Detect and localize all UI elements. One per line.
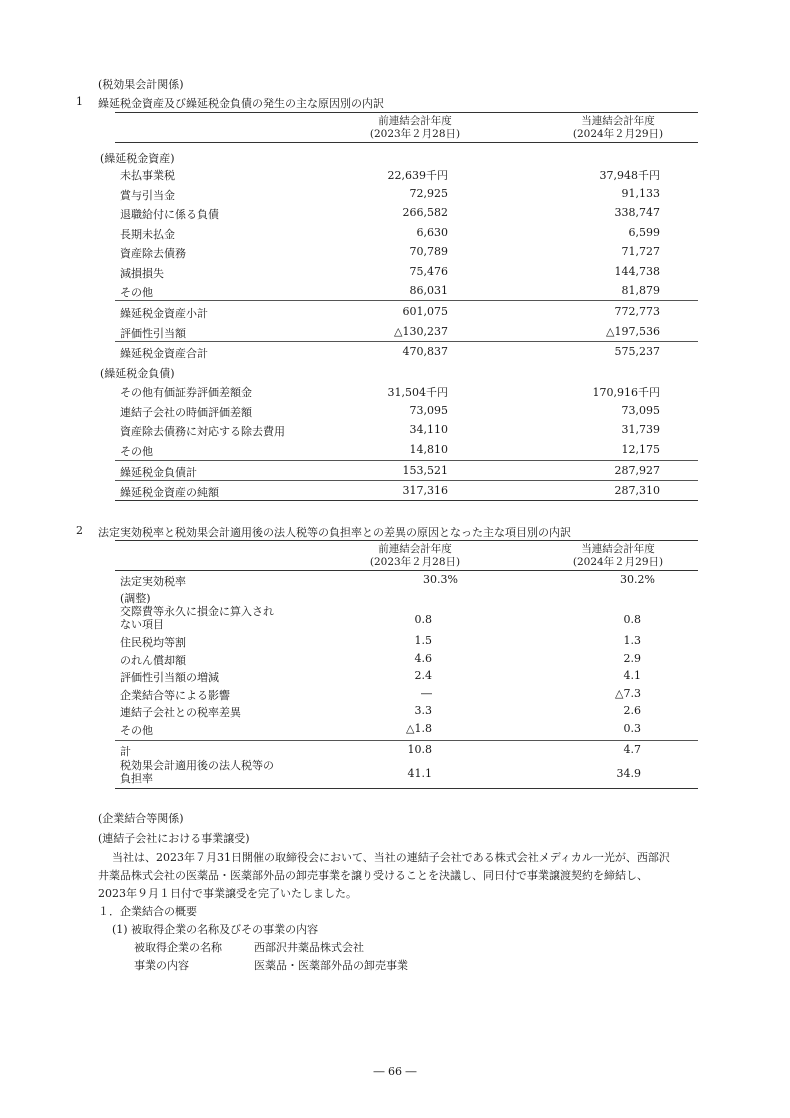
tax-effect-section-title: (税効果会計関係) [98, 78, 184, 91]
table1-allowance-cur: △197,536 [606, 325, 660, 338]
table1-subtotal-cur: 772,773 [614, 305, 660, 318]
table1-liab-row-label: 資産除去債務に対応する除去費用 [120, 425, 285, 438]
table1-asset-row-label: 賞与引当金 [120, 188, 175, 202]
business-combination-para-line1: 当社は、2023年７月31日開催の取締役会において、当社の連結子会社である株式会社メディカル一光が、西部沢 [112, 851, 670, 864]
table2-entertain-prev: 0.8 [414, 613, 432, 626]
table1-asset-row-prev: 6,630 [416, 225, 448, 239]
table2-adjust-label: (調整) [120, 592, 151, 605]
table1-net-rule [115, 480, 698, 481]
table2-burden-label-line1: 税効果会計適用後の法人税等の [120, 759, 274, 772]
table1-col-cur-title: 当連結会計年度 [581, 115, 655, 127]
table2-heading: 法定実効税率と税効果会計適用後の法人税等の負担率との差異の原因となった主な項目別の内訳 [98, 526, 571, 539]
table2-burden-cur: 34.9 [616, 767, 641, 780]
table1-col-prev-date: (2023年２月28日) [369, 128, 461, 140]
table1-heading: 繰延税金資産及び繰延税金負債の発生の主な原因別の内訳 [98, 97, 384, 110]
table2-entertain-label-line1: 交際費等永久に損金に算入され [120, 605, 274, 618]
table1-asset-row-prev: 72,925 [409, 186, 448, 200]
table1-liab-row-cur: 12,175 [621, 442, 660, 456]
table1-top-rule [115, 112, 698, 113]
table2-statutory-cur: 30.2% [620, 573, 655, 586]
table1-asset-row-cur: 37,948千円 [599, 169, 660, 182]
table1-asset-row-label: 減損損失 [120, 266, 164, 280]
table2-statutory-label: 法定実効税率 [120, 575, 186, 588]
table1-col-prev-header [345, 115, 485, 141]
table1-liab-row-cur: 73,095 [621, 403, 660, 417]
table2-row-label: のれん償却額 [120, 653, 186, 667]
table2-top-rule [115, 540, 698, 541]
business-combination-subtitle: (連結子会社における事業譲受) [98, 832, 250, 845]
table2-col-prev-title: 前連結会計年度 [378, 543, 452, 555]
table2-row-cur: 0.3 [623, 721, 641, 735]
table1-liab-total-label: 繰延税金負債計 [120, 466, 197, 479]
table2-header-rule [115, 570, 698, 571]
table2-total-prev: 10.8 [407, 743, 432, 756]
table1-asset-row-cur: 338,747 [614, 206, 660, 219]
table1-assets-total-label: 繰延税金資産合計 [120, 347, 208, 360]
table2-statutory-prev: 30.3% [423, 573, 458, 586]
table2-entertain-cur: 0.8 [623, 613, 641, 626]
table1-net-label: 繰延税金資産の純額 [120, 486, 219, 499]
table1-assets-total-rule [115, 341, 698, 342]
table2-row-label: その他 [120, 723, 153, 737]
table2-col-cur-header [548, 543, 688, 569]
table2-row-prev: △1.8 [406, 721, 432, 735]
table1-asset-row-cur: 144,738 [614, 264, 660, 278]
table1-asset-row-cur: 81,879 [621, 284, 660, 297]
table1-liab-total-prev: 153,521 [402, 464, 448, 477]
table2-row-prev: 2.4 [414, 669, 432, 682]
business-combination-item1: (1) 被取得企業の名称及びその事業の内容 [112, 923, 319, 936]
table2-col-cur-date: (2024年２月29日) [572, 556, 664, 568]
business-combination-para-line2: 井薬品株式会社の医薬品・医薬部外品の卸売事業を譲り受けることを決議し、同日付で事業譲渡契約を締結し、 [98, 869, 648, 882]
table1-asset-row-label: 未払事業税 [120, 169, 175, 182]
table1-liab-group: (繰延税金負債) [100, 367, 175, 380]
business-content-label: 事業の内容 [134, 959, 189, 972]
table1-heading-number: 1 [76, 95, 83, 108]
table2-row-label: 評価性引当額の増減 [120, 671, 219, 684]
table1-liab-row-cur: 170,916千円 [592, 386, 660, 399]
table2-col-cur-title: 当連結会計年度 [581, 543, 655, 555]
table1-asset-row-cur: 91,133 [621, 186, 660, 200]
table2-row-prev: 3.3 [414, 704, 432, 717]
table1-net-prev: 317,316 [402, 484, 448, 497]
table2-row-cur: 1.3 [623, 634, 641, 647]
table2-entertain-label-line2: ない項目 [120, 618, 164, 631]
table1-subtotal-prev: 601,075 [402, 305, 448, 318]
table2-burden-prev: 41.1 [407, 767, 432, 780]
table1-liab-row-prev: 34,110 [409, 423, 448, 436]
table1-net-cur: 287,310 [614, 484, 660, 497]
table1-assets-total-prev: 470,837 [402, 345, 448, 358]
table2-row-prev: 1.5 [414, 634, 432, 647]
table1-asset-row-prev: 86,031 [409, 284, 448, 297]
table1-col-cur-header [548, 115, 688, 141]
table2-row-prev: ― [421, 686, 432, 700]
table1-allowance-label: 評価性引当額 [120, 327, 186, 340]
business-combination-overview: １．企業結合の概要 [98, 905, 197, 918]
table2-row-cur: 2.6 [623, 704, 641, 717]
table1-asset-row-label: 退職給付に係る負債 [120, 208, 219, 221]
page-number: ― 66 ― [373, 1065, 417, 1078]
table2-col-prev-header [345, 543, 485, 569]
table2-row-label: 住民税均等割 [120, 636, 186, 649]
table2-total-rule [115, 740, 698, 741]
table1-asset-row-prev: 75,476 [409, 264, 448, 278]
table1-liab-row-label: 連結子会社の時価評価差額 [120, 405, 252, 419]
table2-heading-number: 2 [76, 524, 83, 537]
business-combination-title: (企業結合等関係) [98, 812, 184, 825]
table2-burden-label [120, 759, 274, 785]
table1-subtotal-rule [115, 300, 698, 301]
table1-asset-row-prev: 70,789 [409, 245, 448, 258]
table1-bottom-rule [115, 500, 698, 501]
table1-asset-row-label: その他 [120, 286, 153, 299]
table1-liab-total-rule [115, 460, 698, 461]
table1-liab-row-prev: 14,810 [409, 442, 448, 456]
table1-asset-row-prev: 22,639千円 [387, 169, 448, 182]
table2-row-prev: 4.6 [414, 651, 432, 665]
table2-row-label: 連結子会社との税率差異 [120, 706, 241, 719]
table1-col-cur-date: (2024年２月29日) [572, 128, 664, 140]
table1-asset-row-prev: 266,582 [402, 206, 448, 219]
table1-asset-row-label: 長期未払金 [120, 227, 175, 241]
acquiree-value: 西部沢井薬品株式会社 [254, 941, 364, 954]
table1-allowance-prev: △130,237 [394, 325, 448, 338]
table1-asset-row-cur: 6,599 [628, 225, 660, 239]
table1-liab-row-prev: 31,504千円 [387, 386, 448, 399]
table1-col-prev-title: 前連結会計年度 [378, 115, 452, 127]
table1-liab-row-label: その他有価証券評価差額金 [120, 386, 252, 399]
table1-assets-group: (繰延税金資産) [100, 152, 175, 165]
table1-liab-row-prev: 73,095 [409, 403, 448, 417]
table2-total-cur: 4.7 [623, 743, 641, 756]
table2-row-label: 企業結合等による影響 [120, 688, 230, 702]
table1-subtotal-label: 繰延税金資産小計 [120, 307, 208, 320]
table2-burden-label-line2: 負担率 [120, 772, 153, 785]
table1-asset-row-cur: 71,727 [621, 245, 660, 258]
table1-assets-total-cur: 575,237 [614, 345, 660, 358]
business-content-value: 医薬品・医薬部外品の卸売事業 [254, 959, 408, 972]
table1-header-rule [115, 142, 698, 143]
table1-asset-row-label: 資産除去債務 [120, 247, 186, 260]
acquiree-label: 被取得企業の名称 [134, 941, 222, 954]
table2-row-cur: 2.9 [623, 651, 641, 665]
table1-liab-row-label: その他 [120, 444, 153, 458]
business-combination-para-line3: 2023年９月１日付で事業譲受を完了いたしました。 [98, 887, 357, 900]
table2-entertain-label [120, 605, 274, 631]
table2-total-label: 計 [120, 745, 131, 758]
table2-row-cur: 4.1 [623, 669, 641, 682]
table1-liab-total-cur: 287,927 [614, 464, 660, 477]
table1-liab-row-cur: 31,739 [621, 423, 660, 436]
table2-col-prev-date: (2023年２月28日) [369, 556, 461, 568]
table2-bottom-rule [115, 788, 698, 789]
table2-row-cur: △7.3 [615, 686, 641, 700]
